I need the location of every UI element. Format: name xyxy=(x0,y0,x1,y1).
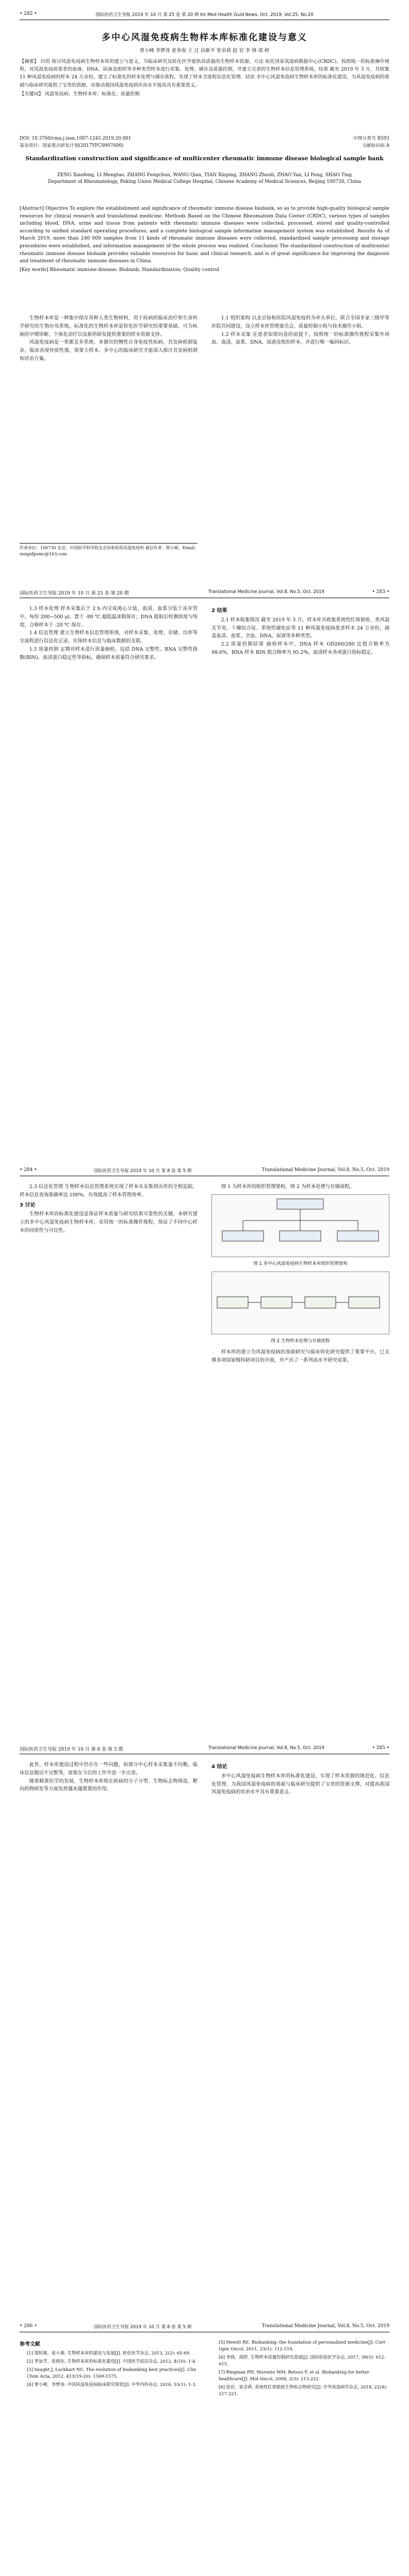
reference-item: [1] 郜恒骏，张小燕. 生物样本库的建设与发展[J]. 转化医学杂志, 2013, 2(2): 65-69. xyxy=(27,2350,191,2355)
body-column-right xyxy=(211,605,389,657)
body-column-left xyxy=(20,314,198,363)
process-flow-diagram xyxy=(212,1272,389,1333)
running-header xyxy=(20,588,389,598)
classification: 中图分类号 R593 xyxy=(353,136,389,141)
body-column-right xyxy=(211,1183,389,1365)
authors-en xyxy=(20,172,389,185)
paragraph: 1.1 组织架构 以北京协和医院风湿免疫科为牵头单位，联合全国多家三级甲等医院共同建设，设立样本库管理委员会、质量控制小组与技术操作小组。 xyxy=(211,315,389,329)
paragraph: 图 1 为样本库的组织管理架构，图 2 为样本处理与存储流程。 xyxy=(221,1184,355,1190)
section-heading: 2 结果 xyxy=(211,608,227,614)
affiliation-en: Department of Rheumatology, Peking Union Medical College Hospital, Chinese Academy of Medical Sciences, Beijing 100730, China xyxy=(48,179,361,184)
org-chart-diagram xyxy=(212,1195,389,1256)
paragraph: 1.2 样本采集 在患者知情同意的前提下，按照统一的标准操作规程采集外周血、血清、血浆、DNA、尿液及组织样本，并进行唯一编码标识。 xyxy=(211,331,389,346)
page-number: • 282 • xyxy=(20,11,37,16)
abstract-cn-text: 【摘要】 目的 探讨风湿免疫病生物样本库的建立与意义，为临床研究及转化医学提供高质量的生物样本资源。方法 依托国家风湿病数据中心(CRDC)，按照统一的标准操作规程，对风湿免疫病患者的血液、DNA、尿液及组织等多种类型样本进行采集、处理、储存及质量控制，并建立完善的生物样本信息管理系统。结果 截至 2019 年 3 月，共收集 11 种风湿免疫病的样本 24 万余份，建立了标准化的样本处理与储存流程，实现了样本全流程信息化管理。结论 多中心风湿免疫病生物样本库的标准化建设，为风湿免疫病的基础与临床研究提供了宝贵的资源，对推动我国风湿免疫病诊治水平提高具有重要意义。 xyxy=(20,59,389,88)
paragraph: 生物样本库是一种集中保存各种人类生物材料，用于疾病的临床治疗和生命科学研究的生物应用系统。标准化的生物样本库是转化医学研究的重要基础，可为疾病的早期诊断、个体化治疗以及新药研发提供重要的样本资源支持。 xyxy=(20,315,198,337)
running-header xyxy=(20,1166,389,1176)
reference-item: [6] 李锋，邵婷. 生物样本质量控制研究进展[J]. 国际检验医学杂志, 2017, 38(5): 612-615. xyxy=(219,2354,386,2366)
figure-1-caption: 图 1 多中心风湿免疫病生物样本库组织管理架构 xyxy=(253,1261,348,1266)
page-4 xyxy=(0,1734,409,2312)
article-title-en: Standardization construction and significance of multicenter rheumatic immune disease biological sample bank xyxy=(25,155,384,162)
paragraph: 此外，样本库建设过程中仍存在一些问题，如部分中心样本采集量不均衡、临床信息随访不完整等，需要在今后的工作中进一步完善。 xyxy=(20,1762,198,1776)
authors-cn: 曾小峰 李梦涛 张奉春 王 迁 田新平 张卓莉 赵 岩 李 锋 邵 婷 xyxy=(139,48,270,54)
references-heading: 参考文献 xyxy=(20,2342,40,2347)
authors-en-names: ZENG Xiaofeng, LI Mengtao, ZHANG Fengchun, WANG Qian, TIAN Xinping, ZHANG Zhuoli, ZHAO Yan, LI Feng, SHAO Ting xyxy=(57,173,352,178)
figure-2-caption: 图 2 生物样本处理与存储流程 xyxy=(271,1338,330,1344)
paragraph: 2.2 质量控制结果 抽检样本中，DNA 样本 OD260/280 比值合格率为 98.6%，RNA 样本 RIN 值合格率为 95.2%，血清样本各项蛋白指标稳定。 xyxy=(211,641,389,655)
body-column-left xyxy=(20,1761,198,1793)
reference-item: [4] 曾小峰，李梦涛. 中国风湿免疫病临床研究现状[J]. 中华内科杂志, 2016, 55(1): 1-3. xyxy=(27,2382,197,2387)
journal-info-cn: 国际医药卫生导报 2019 年 10 月 第 8 卷 第 5 期 xyxy=(20,1747,123,1752)
paragraph: 2.1 样本收集情况 截至 2019 年 3 月，样本库共收集系统性红斑狼疮、类风湿关节炎、干燥综合征、系统性硬化症等 11 种风湿免疫病患者样本 24 万余份，涵盖血清、血浆、全血、DNA、尿液等多种类型。 xyxy=(211,617,389,639)
section-heading: 4 结论 xyxy=(211,1764,227,1770)
paragraph: 多中心风湿免疫病生物样本库的标准化建设，实现了样本资源的规范化、信息化管理，为我国风湿免疫病的基础与临床研究提供了宝贵的资源支撑，对提高我国风湿免疫病的诊治水平具有重要意义。 xyxy=(211,1773,389,1795)
doc-code: 文献标识码 A xyxy=(362,143,389,148)
keywords-en: [Key words] Rheumatic immune disease; Biobank; Standardization; Quality control xyxy=(20,266,220,273)
references-right xyxy=(211,2339,389,2399)
journal-info-cn: 国际医药卫生导报 2019 年 10 月 第 8 卷 第 5 期 xyxy=(93,2325,192,2330)
keywords-cn: 【关键词】 风湿免疫病；生物样本库；标准化；质量控制 xyxy=(20,91,140,97)
abstract-en-text: [Abstract] Objective To explore the establishment and significance of rheumatic immune disease biobank, so as to provide high-quality biological sample resources for clinical research and translational medicine. Methods Based on the Chinese Rheumatism Data Center (CRDC), various types of samples including blood, DNA, urine and tissue from patients with rheumatic immune diseases were collected, processed, stored and quality-controlled according to unified standard operating procedures, and a complete biological sample information management system was established. Results As of March 2019, more than 240 000 samples from 11 kinds of rheumatic immune diseases were collected, standardized sample processing and storage procedures were established, and information management of the whole process was realized. Conclusion The standardized construction of multicenter rheumatic immune disease biobank provides valuable resources for basic and clinical research, and is of great significance for improving the diagnosis and treatment of rheumatic immune diseases in China. xyxy=(20,206,389,264)
paragraph: 生物样本库的标准化建设是保证样本质量与研究结果可靠性的关键。本研究建立的多中心风湿免疫病生物样本库，采用统一的标准操作规程，保证了不同中心样本的同质性与可比性。 xyxy=(20,1211,198,1233)
references-left xyxy=(20,2339,198,2389)
article-title-cn: 多中心风湿免疫病生物样本库标准化建设与意义 xyxy=(102,32,307,43)
paragraph: 随着精准医学的发展，生物样本库将在疾病的分子分型、生物标志物筛选、靶向药物研发等方面发挥越来越重要的作用。 xyxy=(20,1778,198,1792)
page-number: • 286 • xyxy=(20,2324,37,2329)
paragraph: 风湿免疫病是一类累及多系统、多器官的慢性自身免疫性疾病，其发病机制复杂，临床表现异质性强，需要大样本、多中心的临床研究才能深入探讨其发病机制和诊治方案。 xyxy=(20,340,198,362)
doi: DOI: 10.3760/cma.j.issn.1007-1245.2019.20.001 xyxy=(20,136,132,141)
abstract-en xyxy=(20,205,389,274)
reference-item: [7] Riegman PH, Morente MM, Betsou F, et al. Biobanking for better healthcare[J]. Mol Oncol, 2008, 2(3): 213-222. xyxy=(219,2369,369,2381)
abstract-cn xyxy=(20,58,389,98)
page-number: • 283 • xyxy=(372,589,389,595)
paragraph: 1.5 质量控制 定期对样本进行质量抽检，包括 DNA 完整性、RNA 完整性指数(RIN)、血清蛋白稳定性等指标，确保样本质量符合研究要求。 xyxy=(20,646,198,660)
journal-info: 国际医药卫生导报 2019 年 10 月 第 25 卷 第 20 期 Int Med Health Guid News, Oct. 2019, Vol.25, No.20 xyxy=(95,12,314,18)
page-5 xyxy=(0,2312,409,2576)
body-column-left xyxy=(20,1183,198,1235)
journal-info-en: Translational Medicine Journal, Vol.8, No.5, Oct. 2019 xyxy=(208,1745,324,1751)
journal-info-en: Translational Medicine Journal, Vol.8, No.5, Oct. 2019 xyxy=(261,1167,389,1173)
journal-info-en: Translational Medicine Journal, Vol.8, No.5, Oct. 2019 xyxy=(208,589,324,595)
page-3 xyxy=(0,1156,409,1734)
running-header xyxy=(20,2323,389,2332)
reference-item: [2] 季加孚，张晓东. 生物样本库的标准化建设[J]. 中国医学前沿杂志, 2012, 4(10): 1-4. xyxy=(27,2359,197,2364)
figure-2 xyxy=(211,1272,389,1334)
page-number: • 285 • xyxy=(372,1745,389,1751)
paragraph: 2.3 信息化管理 生物样本信息管理系统实现了样本从采集到出库的全程追踪，样本信息查询准确率达 100%，有效提高了样本管理效率。 xyxy=(20,1184,198,1198)
section-heading: 3 讨论 xyxy=(20,1202,36,1208)
reference-item: [3] Vaught J, Lockhart NC. The evolution of biobanking best practices[J]. Clin Chim Acta, 2012, 413(19-20): 1569-1575. xyxy=(27,2367,197,2379)
paragraph: 1.3 样本处理 样本采集后于 2 h 内完成离心分装，血清、血浆分装于冻存管中，每份 200~500 μl，置于 -80 ℃ 超低温冰箱保存；DNA 提取后检测浓度与纯度，合格样本于 -20 ℃ 保存。 xyxy=(20,606,198,628)
reference-item: [8] 赵岩，张卓莉. 系统性红斑狼疮生物标志物研究[J]. 中华风湿病学杂志, 2018, 22(4): 217-221. xyxy=(219,2384,387,2396)
page-2 xyxy=(0,578,409,1156)
journal-info-cn: 国际医药卫生导报 2019 年 10 月 第 25 卷 第 20 期 xyxy=(20,591,129,596)
running-header xyxy=(20,10,389,20)
paragraph: 样本库的建立为风湿免疫病的基础研究与临床转化研究提供了重要平台，已支撑多项国家级科研项目的开展，并产出了一系列高水平研究成果。 xyxy=(211,1349,389,1364)
body-column-right xyxy=(211,1761,389,1797)
journal-info-cn: 国际医药卫生导报 2019 年 10 月 第 8 卷 第 5 期 xyxy=(93,1168,192,1174)
figure-1 xyxy=(211,1194,389,1257)
article-meta xyxy=(20,135,389,149)
page-number: • 284 • xyxy=(20,1167,37,1173)
fund: 基金项目：国家重点研发计划(2017YFC0907600) xyxy=(20,143,124,148)
body-column-right xyxy=(211,314,389,347)
running-header xyxy=(20,1744,389,1754)
footnote: 作者单位：100730 北京，中国医学科学院北京协和医院风湿免疫科 通信作者：曾小峰，Email: zengxfpumc@163.com xyxy=(20,543,198,557)
paragraph: 1.4 信息管理 建立生物样本信息管理系统，对样本采集、处理、存储、出库等全流程进行信息化记录，实现样本信息与临床数据的关联。 xyxy=(20,630,198,645)
body-column-left xyxy=(20,605,198,662)
reference-item: [5] Hewitt RE. Biobanking: the foundation of personalized medicine[J]. Curr Opin Oncol, 2011, 23(1): 112-119. xyxy=(219,2340,386,2351)
journal-info-en: Translational Medicine Journal, Vol.8, No.5, Oct. 2019 xyxy=(261,2324,389,2329)
page-1 xyxy=(0,0,409,578)
